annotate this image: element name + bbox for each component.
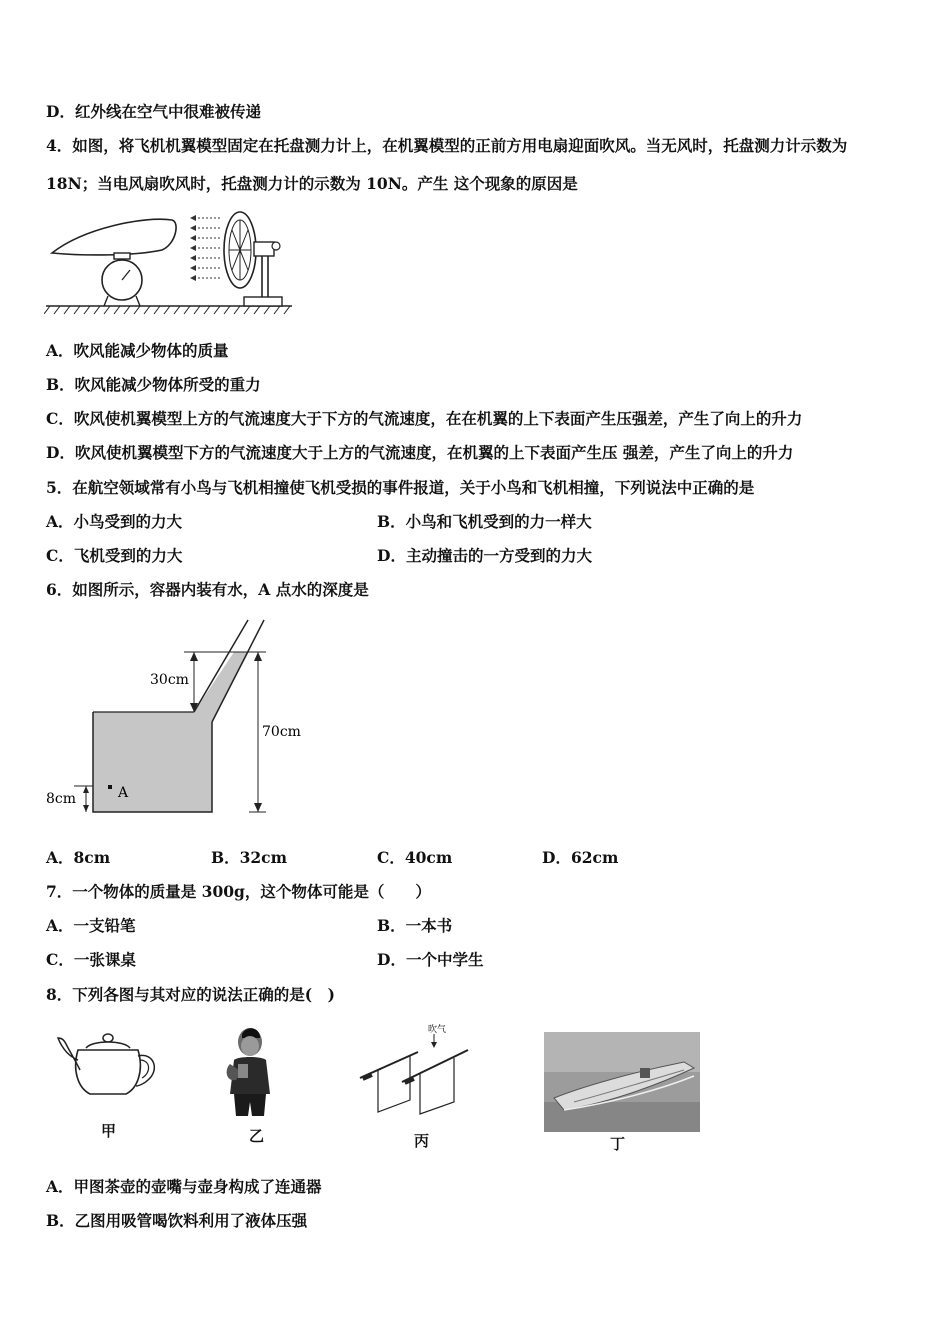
q4-stem-line2: 18N；当电风扇吹风时，托盘测力计的示数为 10N。产生 这个现象的原因是 — [46, 174, 578, 193]
q6-stem: 6．如图所示，容器内装有水，A 点水的深度是 — [46, 580, 369, 599]
label-30cm: 30cm — [150, 672, 189, 688]
q6-option-b: B．32cm — [211, 848, 288, 867]
q6-option-c: C．40cm — [377, 848, 453, 867]
water-container-figure — [44, 616, 324, 826]
q3-option-d: D．红外线在空气中很难被传递 — [46, 102, 261, 121]
q7-option-c: C．一张课桌 — [46, 950, 136, 969]
caption-ding: 丁 — [610, 1135, 626, 1153]
q8-option-a: A．甲图茶壶的壶嘴与壶身构成了连通器 — [46, 1177, 322, 1196]
q4-option-d: D．吹风使机翼模型下方的气流速度大于上方的气流速度，在机翼的上下表面产生压 强差，产生了向上的升力 — [46, 443, 794, 462]
label-point-a: A — [118, 785, 129, 801]
caption-jia: 甲 — [101, 1122, 117, 1140]
q7-stem: 7．一个物体的质量是 300g，这个物体可能是（ ） — [46, 882, 431, 901]
q5-option-d: D．主动撞击的一方受到的力大 — [377, 546, 592, 565]
q8-stem: 8．下列各图与其对应的说法正确的是( ) — [46, 985, 335, 1004]
blow-label: 吹气 — [428, 1025, 447, 1035]
q8-option-b: B．乙图用吸管喝饮料利用了液体压强 — [46, 1211, 308, 1230]
label-8cm: 8cm — [46, 791, 77, 807]
label-70cm: 70cm — [262, 724, 301, 740]
q4-option-a: A．吹风能减少物体的质量 — [46, 341, 229, 360]
q7-option-d: D．一个中学生 — [377, 950, 484, 969]
q5-option-b: B．小鸟和飞机受到的力一样大 — [377, 512, 592, 531]
q7-option-a: A．一支铅笔 — [46, 916, 136, 935]
q4-option-b: B．吹风能减少物体所受的重力 — [46, 375, 261, 394]
q6-option-d: D．62cm — [542, 848, 619, 867]
q5-option-c: C．飞机受到的力大 — [46, 546, 183, 565]
q4-option-c: C．吹风使机翼模型上方的气流速度大于下方的气流速度，在在机翼的上下表面产生压强差，产生了向上的升力 — [46, 409, 803, 428]
caption-bing: 丙 — [414, 1132, 430, 1150]
q7-option-b: B．一本书 — [377, 916, 453, 935]
paper-blow-figure — [358, 1020, 478, 1120]
aircraft-carrier-photo — [544, 1032, 700, 1132]
q6-option-a: A．8cm — [46, 848, 111, 867]
teapot-figure — [56, 1030, 160, 1100]
q5-stem: 5．在航空领域常有小鸟与飞机相撞使飞机受损的事件报道，关于小鸟和飞机相撞，下列说法中正确的是 — [46, 478, 755, 497]
child-drinking-figure — [216, 1024, 284, 1118]
caption-yi: 乙 — [249, 1127, 265, 1145]
wing-fan-figure — [44, 208, 294, 318]
q4-stem-line1: 4．如图，将飞机机翼模型固定在托盘测力计上，在机翼模型的正前方用电扇迎面吹风。当无风时，托盘测力计示数为 — [46, 136, 848, 155]
q5-option-a: A．小鸟受到的力大 — [46, 512, 183, 531]
